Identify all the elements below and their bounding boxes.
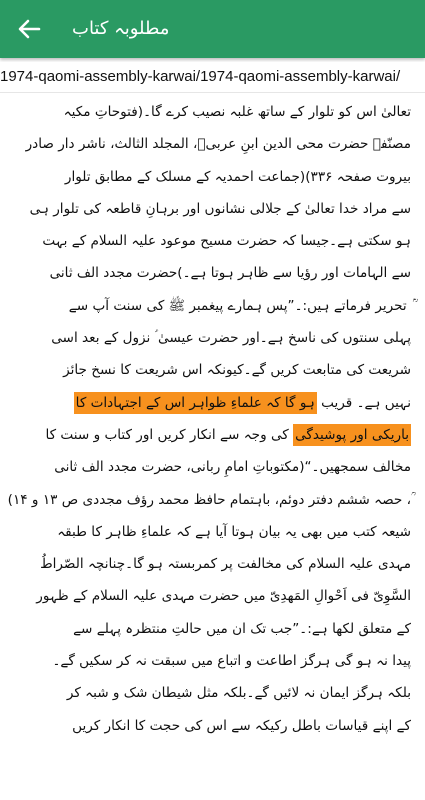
back-button[interactable] xyxy=(10,10,48,48)
text-line: سے الہامات اور رؤیا سے ظاہر ہوتا ہے۔)حضرت مجدد الف ثانی xyxy=(49,265,411,282)
book-text xyxy=(0,96,425,742)
book-page[interactable] xyxy=(0,96,425,800)
text-line xyxy=(12,419,411,451)
text-line: شریعت کی متابعت کریں گے۔کیونکہ اس شریعت کا نسخ جائز xyxy=(63,362,411,379)
text-fragment: کی وجہ سے انکار کریں اور کتاب و سنت کا xyxy=(45,426,294,443)
text-line: پیدا نہ ہو گی ہرگز اطاعت و اتباع میں سبقت نہ کر سکیں گے۔ xyxy=(52,653,411,670)
text-line: سے مراد خدا تعالیٰ کے جلالی نشانوں اور برہانِ قاطعہ کی تلوار ہی xyxy=(29,200,411,217)
text-line xyxy=(12,387,411,419)
highlighted-text[interactable]: ہو گا کہ علماءِ ظواہر اس کے اجتہادات کا xyxy=(74,392,317,414)
text-line: تعالیٰ اس کو تلوار کے ساتھ غلبہ نصیب کرے گا۔(فتوحاتِ مکیہ xyxy=(63,104,411,120)
text-line: ؒ تحریر فرماتے ہیں:۔”پس ہمارے پیغمبر ﷺ کی سنت آپ سے xyxy=(68,297,411,314)
text-line: بلکہ ہرگز ایمان نہ لائیں گے۔بلکہ مثل شیطان شک و شبہ کر xyxy=(66,685,411,702)
url-text-field[interactable] xyxy=(0,62,425,93)
text-line: شیعہ کتب میں بھی یہ بیان ہوتا آیا ہے کہ علماءِ ظاہر کا طبقہ xyxy=(57,523,411,540)
highlighted-text[interactable]: باریکی اور پوشیدگی xyxy=(293,424,411,446)
text-line: کے اپنے قیاسات باطل رکیکہ سے اس کی حجت کا انکار کریں xyxy=(72,717,411,734)
page-title: مطلوبہ کتاب xyxy=(72,18,170,39)
text-fragment: نہیں ہے۔ قریب xyxy=(316,394,411,411)
app-bar xyxy=(0,0,425,58)
text-line: السَّوِیّ فی اَحْوالِ المَھدِیّ میں حضرت مہدی علیہ السلام کے ظہور xyxy=(36,588,411,605)
text-line: بیروت صفحہ ۳۳۶)(جماعت احمدیہ کے مسلک کے مطابق تلوار xyxy=(64,168,411,185)
text-line: مہدی علیہ السلام کی مخالفت پر کمربستہ ہو گا۔چنانچہ الصّراطُ xyxy=(40,556,411,573)
text-line: پہلی سنتوں کی ناسخ ہے۔اور حضرت عیسیٰ ؑ نزول کے بعد اسی xyxy=(51,330,411,347)
url-text: 1974-qaomi-assembly-karwai/1974-qaomi-assembly-karwai/ xyxy=(0,68,401,85)
text-line: مصنّفہ حضرت محی الدین ابنِ عربیؒ، المجلد الثالث، ناشر دار صادر xyxy=(25,136,411,153)
text-line: مخالف سمجھیں۔“(مکتوباتِ امامِ ربانی، حضرت مجدد الف ثانی xyxy=(54,459,411,476)
arrow-left-icon xyxy=(18,19,40,39)
text-line: ہو سکتی ہے۔جیسا کہ حضرت مسیح موعود علیہ السلام کے بہت xyxy=(42,233,411,250)
text-line: کے متعلق لکھا ہے:۔”جب تک ان میں حالتِ منتظرہ پہلے سے xyxy=(73,620,411,637)
text-line: ؒ، حصہ ششم دفتر دوئم، باہتمام حافظ محمد رؤف مجددی ص ۱۳ و ۱۴) xyxy=(7,491,411,508)
